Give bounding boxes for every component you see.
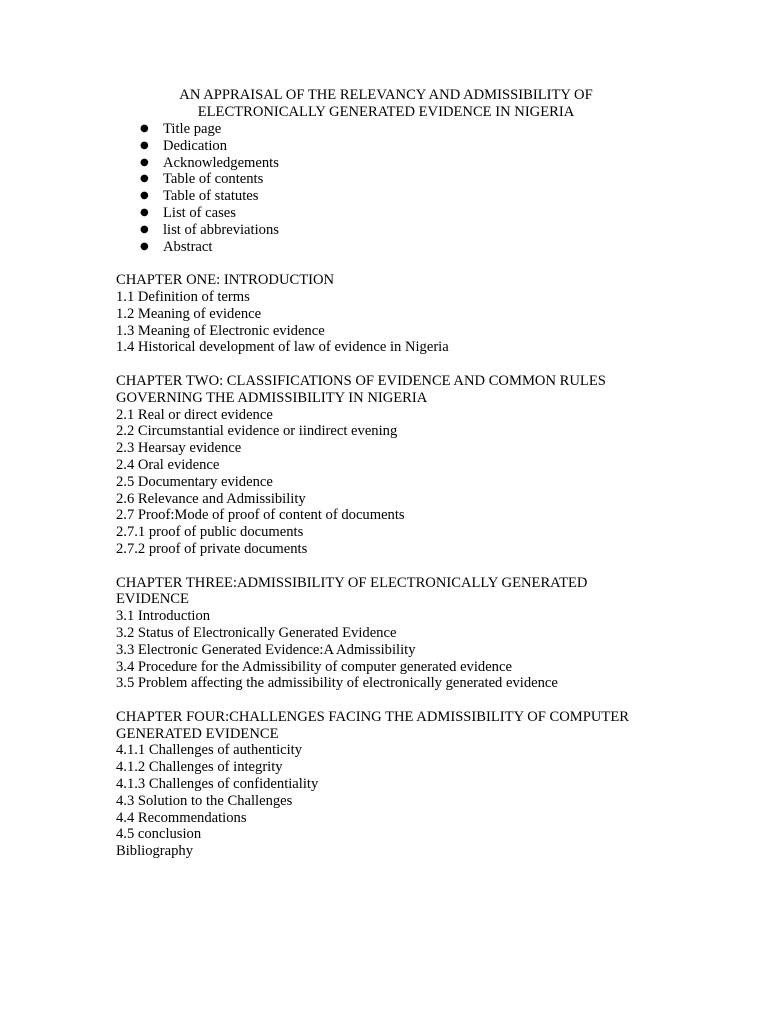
chapter-heading: CHAPTER ONE: INTRODUCTION	[116, 272, 335, 289]
bullet-icon: ●	[140, 206, 149, 218]
toc-entry: 2.2 Circumstantial evidence or iindirect evening	[116, 423, 398, 440]
toc-entry: 3.3 Electronic Generated Evidence:A Admissibility	[116, 641, 416, 658]
front-matter-item: ● List of cases	[140, 204, 236, 221]
front-matter-item: ● Acknowledgements	[140, 154, 279, 171]
toc-entry: 3.5 Problem affecting the admissibility of electronically generated evidence	[116, 675, 558, 692]
toc-entry: 2.7.2 proof of private documents	[116, 540, 308, 557]
toc-entry: 3.2 Status of Electronically Generated Evidence	[116, 624, 397, 641]
front-matter-item: ● Title page	[140, 121, 222, 137]
toc-entry: 4.1.3 Challenges of confidentiality	[116, 776, 319, 793]
bullet-icon: ●	[140, 156, 149, 168]
document-title	[104, 87, 668, 121]
toc-entry: 4.5 conclusion	[116, 826, 202, 843]
front-matter-item: ● Dedication	[140, 137, 228, 154]
chapter-three-section	[116, 575, 656, 693]
toc-entry: 2.1 Real or direct evidence	[116, 406, 273, 423]
toc-entry: 4.1.2 Challenges of integrity	[116, 759, 283, 776]
bullet-icon: ●	[140, 240, 149, 252]
chapter-heading: CHAPTER FOUR:CHALLENGES FACING THE ADMISSIBILITY OF COMPUTER GENERATED EVIDENCE	[116, 708, 629, 742]
toc-entry: 1.1 Definition of terms	[116, 288, 250, 305]
toc-entry: 4.4 Recommendations	[116, 809, 247, 826]
front-matter-item: ● Abstract	[140, 238, 213, 255]
title-line-2: ELECTRONICALLY GENERATED EVIDENCE IN NIGERIA	[197, 104, 575, 120]
toc-entry: 2.6 Relevance and Admissibility	[116, 490, 306, 507]
toc-entry: 1.2 Meaning of evidence	[116, 305, 262, 322]
document-page	[116, 87, 656, 860]
title-line-1: AN APPRAISAL OF THE RELEVANCY AND ADMISSIBILITY OF	[179, 87, 593, 103]
bullet-icon: ●	[140, 223, 149, 235]
toc-entry: 2.7.1 proof of public documents	[116, 524, 304, 541]
toc-entry: 1.4 Historical development of law of evidence in Nigeria	[116, 339, 449, 356]
chapter-two-section	[116, 373, 656, 558]
front-matter-list	[116, 121, 656, 255]
toc-entry: 2.3 Hearsay evidence	[116, 440, 242, 457]
bullet-icon: ●	[140, 173, 149, 185]
front-matter-item: ● list of abbreviations	[140, 221, 279, 238]
front-matter-item: ● Table of contents	[140, 171, 264, 188]
toc-entry: 4.3 Solution to the Challenges	[116, 792, 293, 809]
front-matter-item: ● Table of statutes	[140, 188, 259, 205]
toc-entry: 4.1.1 Challenges of authenticity	[116, 742, 303, 759]
toc-entry: 1.3 Meaning of Electronic evidence	[116, 322, 325, 339]
toc-entry: 2.7 Proof:Mode of proof of content of documents	[116, 507, 405, 524]
toc-entry: 2.4 Oral evidence	[116, 456, 220, 473]
toc-entry: Bibliography	[116, 843, 194, 860]
chapter-heading: CHAPTER THREE:ADMISSIBILITY OF ELECTRONICALLY GENERATED EVIDENCE	[116, 574, 588, 608]
toc-entry: 3.1 Introduction	[116, 608, 211, 625]
toc-entry: 3.4 Procedure for the Admissibility of computer generated evidence	[116, 658, 512, 675]
chapter-heading: CHAPTER TWO: CLASSIFICATIONS OF EVIDENCE AND COMMON RULES GOVERNING THE ADMISSIBILITY IN NIGERIA	[116, 372, 606, 406]
toc-entry: 2.5 Documentary evidence	[116, 473, 273, 490]
chapter-one-section	[116, 272, 656, 356]
bullet-icon: ●	[140, 190, 149, 202]
bullet-icon: ●	[140, 139, 149, 151]
bullet-icon: ●	[140, 123, 149, 134]
chapter-four-section	[116, 709, 656, 860]
